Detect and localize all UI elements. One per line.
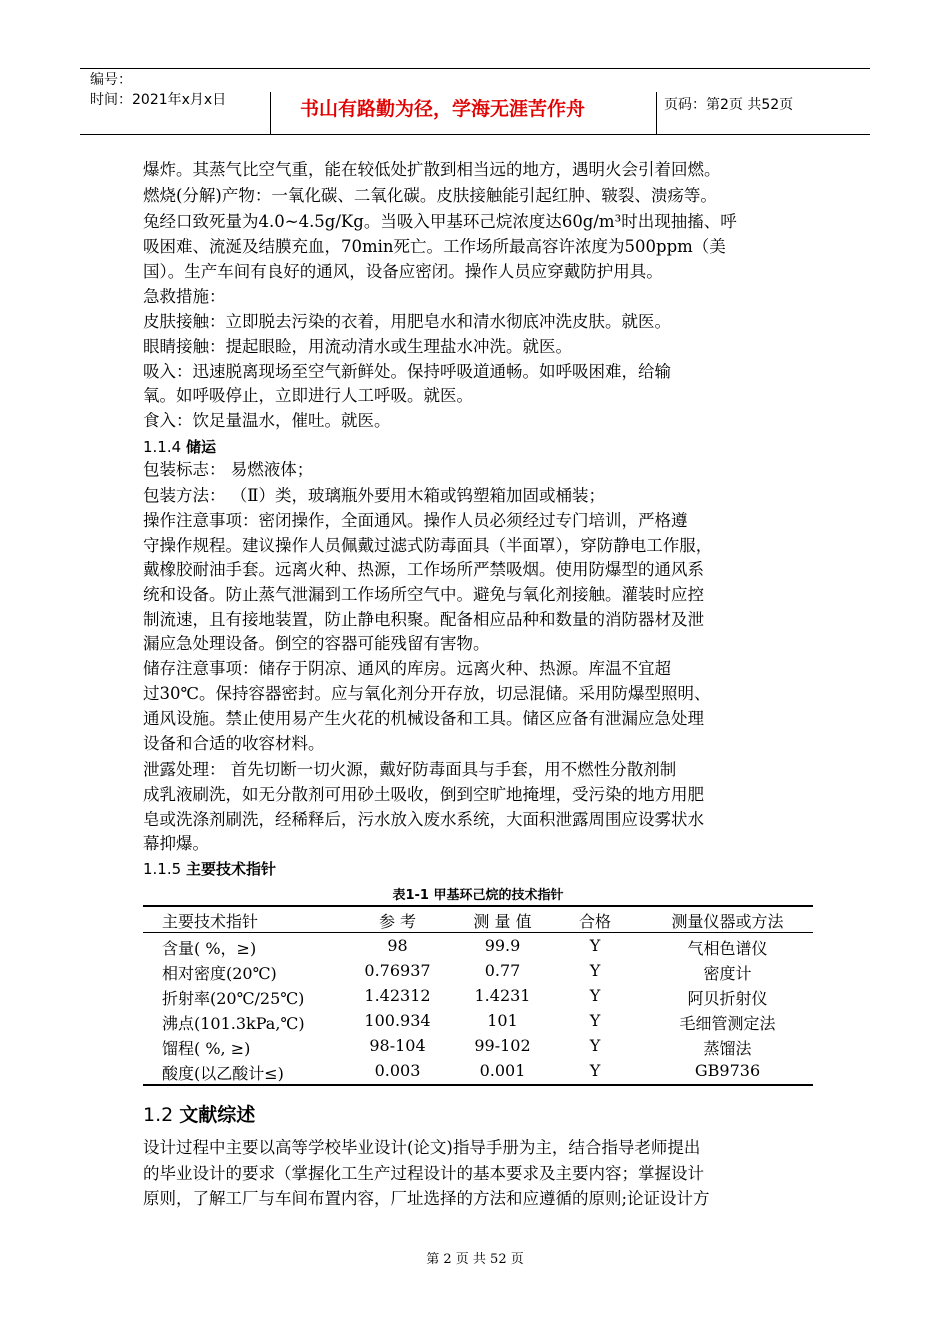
body-line: 氧。如呼吸停止，立即进行人工呼吸。就医。 <box>143 386 473 405</box>
header-motto: 书山有路勤为径，学海无涯苦作舟 <box>300 98 586 120</box>
body-line: 食入：饮足量温水，催吐。就医。 <box>143 411 391 430</box>
review-line: 设计过程中主要以高等学校毕业设计(论文)指导手册为主，结合指导老师提出 <box>143 1138 701 1157</box>
storage-line: 制流速，且有接地装置，防止静电积聚。配备相应品种和数量的消防器材及泄 <box>143 610 704 629</box>
table-cell: 阿贝折射仪 <box>687 989 768 1008</box>
storage-line: 守操作规程。建议操作人员佩戴过滤式防毒面具（半面罩），穿防静电工作服， <box>143 536 713 555</box>
section-title: 储运 <box>185 438 216 456</box>
table-cell: 含量( %，≥) <box>162 939 257 958</box>
table-top-rule <box>143 905 813 907</box>
table-cell: 蒸馏法 <box>703 1039 752 1058</box>
table-cell: 相对密度(20℃) <box>162 964 277 983</box>
table-cell: 毛细管测定法 <box>679 1014 776 1033</box>
table-cell: GB9736 <box>694 1061 761 1080</box>
review-line: 原则，了解工厂与车间布置内容，厂址选择的方法和应遵循的原则;论证设计方 <box>143 1189 710 1208</box>
section-heading-114 <box>143 436 216 457</box>
table-cell: Y <box>589 1011 601 1030</box>
table-cell: Y <box>589 1061 601 1080</box>
body-line: 吸入：迅速脱离现场至空气新鲜处。保持呼吸道通畅。如呼吸困难，给输 <box>143 362 671 381</box>
table-cell: 气相色谱仪 <box>687 939 768 958</box>
body-line: 皮肤接触：立即脱去污染的衣着，用肥皂水和清水彻底冲洗皮肤。就医。 <box>143 312 671 331</box>
body-line: 吸困难、流涎及结膜充血，70min死亡。工作场所最高容许浓度为500ppm（美 <box>143 237 726 256</box>
section-number: 1.1.5 <box>143 860 182 878</box>
body-line: 急救措施： <box>143 287 226 306</box>
table-cell: 1.42312 <box>364 986 431 1005</box>
storage-line: 戴橡胶耐油手套。远离火种、热源，工作场所严禁吸烟。使用防爆型的通风系 <box>143 560 704 579</box>
table-cell: 99-102 <box>474 1036 531 1055</box>
section-title: 主要技术指针 <box>185 860 276 878</box>
table-header-cell: 参 考 <box>378 912 417 931</box>
table-cell: 98-104 <box>369 1036 426 1055</box>
storage-line: 皂或洗涤剂刷洗，经稀释后，污水放入废水系统，大面积泄露周围应设雾状水 <box>143 810 704 829</box>
table-cell: 0.76937 <box>364 961 431 980</box>
table-cell: Y <box>589 936 601 955</box>
storage-line: 通风设施。禁止使用易产生火花的机械设备和工具。储区应备有泄漏应急处理 <box>143 709 704 728</box>
table-cell: 99.9 <box>484 936 521 955</box>
section-title: 文献综述 <box>179 1104 256 1126</box>
table-cell: 0.003 <box>374 1061 421 1080</box>
table-caption: 表1-1 甲基环己烷的技术指针 <box>392 888 564 903</box>
table-cell: 98 <box>387 936 408 955</box>
storage-line: 操作注意事项：密闭操作，全面通风。操作人员必须经过专门培训，严格遵 <box>143 511 688 530</box>
header-divider-right <box>656 92 657 134</box>
table-cell: 1.4231 <box>474 986 531 1005</box>
section-heading-12 <box>143 1100 255 1127</box>
body-line: 爆炸。其蒸气比空气重，能在较低处扩散到相当远的地方，遇明火会引着回燃。 <box>143 160 721 179</box>
storage-line: 成乳液刷洗，如无分散剂可用砂土吸收，倒到空旷地掩埋，受污染的地方用肥 <box>143 785 704 804</box>
table-cell: 折射率(20℃/25℃) <box>162 989 305 1008</box>
table-cell: Y <box>589 1036 601 1055</box>
header-number-label: 编号： <box>90 72 132 88</box>
storage-line: 储存注意事项：储存于阴凉、通风的库房。远离火种、热源。库温不宜超 <box>143 659 671 678</box>
table-cell: 0.001 <box>479 1061 526 1080</box>
storage-line: 漏应急处理设备。倒空的容器可能残留有害物。 <box>143 634 490 653</box>
section-heading-115 <box>143 858 276 879</box>
header-page-label: 页码：第2页 共52页 <box>664 97 794 113</box>
storage-line: 统和设备。防止蒸气泄漏到工作场所空气中。避免与氧化剂接触。灌装时应控 <box>143 585 704 604</box>
storage-line: 包装标志： 易燃液体； <box>143 460 314 479</box>
table-cell: 101 <box>487 1011 518 1030</box>
body-line: 眼睛接触：提起眼睑，用流动清水或生理盐水冲洗。就医。 <box>143 337 572 356</box>
table-cell: 100.934 <box>364 1011 431 1030</box>
body-line: 兔经口致死量为4.0~4.5g/Kg。当吸入甲基环己烷浓度达60g/m³时出现抽搐、呼 <box>143 212 737 231</box>
table-cell: 0.77 <box>484 961 521 980</box>
table-cell: Y <box>589 961 601 980</box>
header-date-label: 时间：2021年x月x日 <box>90 92 227 108</box>
review-line: 的毕业设计的要求（掌握化工生产过程设计的基本要求及主要内容；掌握设计 <box>143 1164 704 1183</box>
section-number: 1.1.4 <box>143 438 182 456</box>
table-cell: 沸点(101.3kPa,℃) <box>162 1014 305 1033</box>
table-cell: Y <box>589 986 601 1005</box>
table-header-cell: 主要技术指针 <box>162 912 259 931</box>
table-header-rule <box>143 932 813 933</box>
table-bottom-rule <box>143 1084 813 1086</box>
table-cell: 密度计 <box>703 964 752 983</box>
table-header-cell: 合格 <box>578 912 611 931</box>
body-line: 燃烧(分解)产物：一氧化碳、二氧化碳。皮肤接触能引起红肿、皲裂、溃疡等。 <box>143 186 717 205</box>
header-bottom-rule <box>80 134 870 135</box>
storage-line: 包装方法： （Ⅱ）类，玻璃瓶外要用木箱或钨塑箱加固或桶装； <box>143 486 605 505</box>
page-footer: 第 2 页 共 52 页 <box>426 1252 524 1267</box>
section-number: 1.2 <box>143 1104 174 1126</box>
header-top-rule <box>80 68 870 69</box>
table-cell: 酸度(以乙酸计≤) <box>162 1064 284 1083</box>
table-header-cell: 测 量 值 <box>473 912 532 931</box>
table-cell: 馏程( %, ≥) <box>162 1039 251 1058</box>
table-header-cell: 测量仪器或方法 <box>671 912 784 931</box>
storage-line: 过30℃。保持容器密封。应与氧化剂分开存放，切忌混储。采用防爆型照明、 <box>143 684 711 703</box>
storage-line: 泄露处理： 首先切断一切火源，戴好防毒面具与手套，用不燃性分散剂制 <box>143 760 677 779</box>
header-divider-left <box>270 92 271 134</box>
storage-line: 幕抑爆。 <box>143 834 209 853</box>
body-line: 国）。生产车间有良好的通风，设备应密闭。操作人员应穿戴防护用具。 <box>143 262 663 281</box>
storage-line: 设备和合适的收容材料。 <box>143 734 325 753</box>
